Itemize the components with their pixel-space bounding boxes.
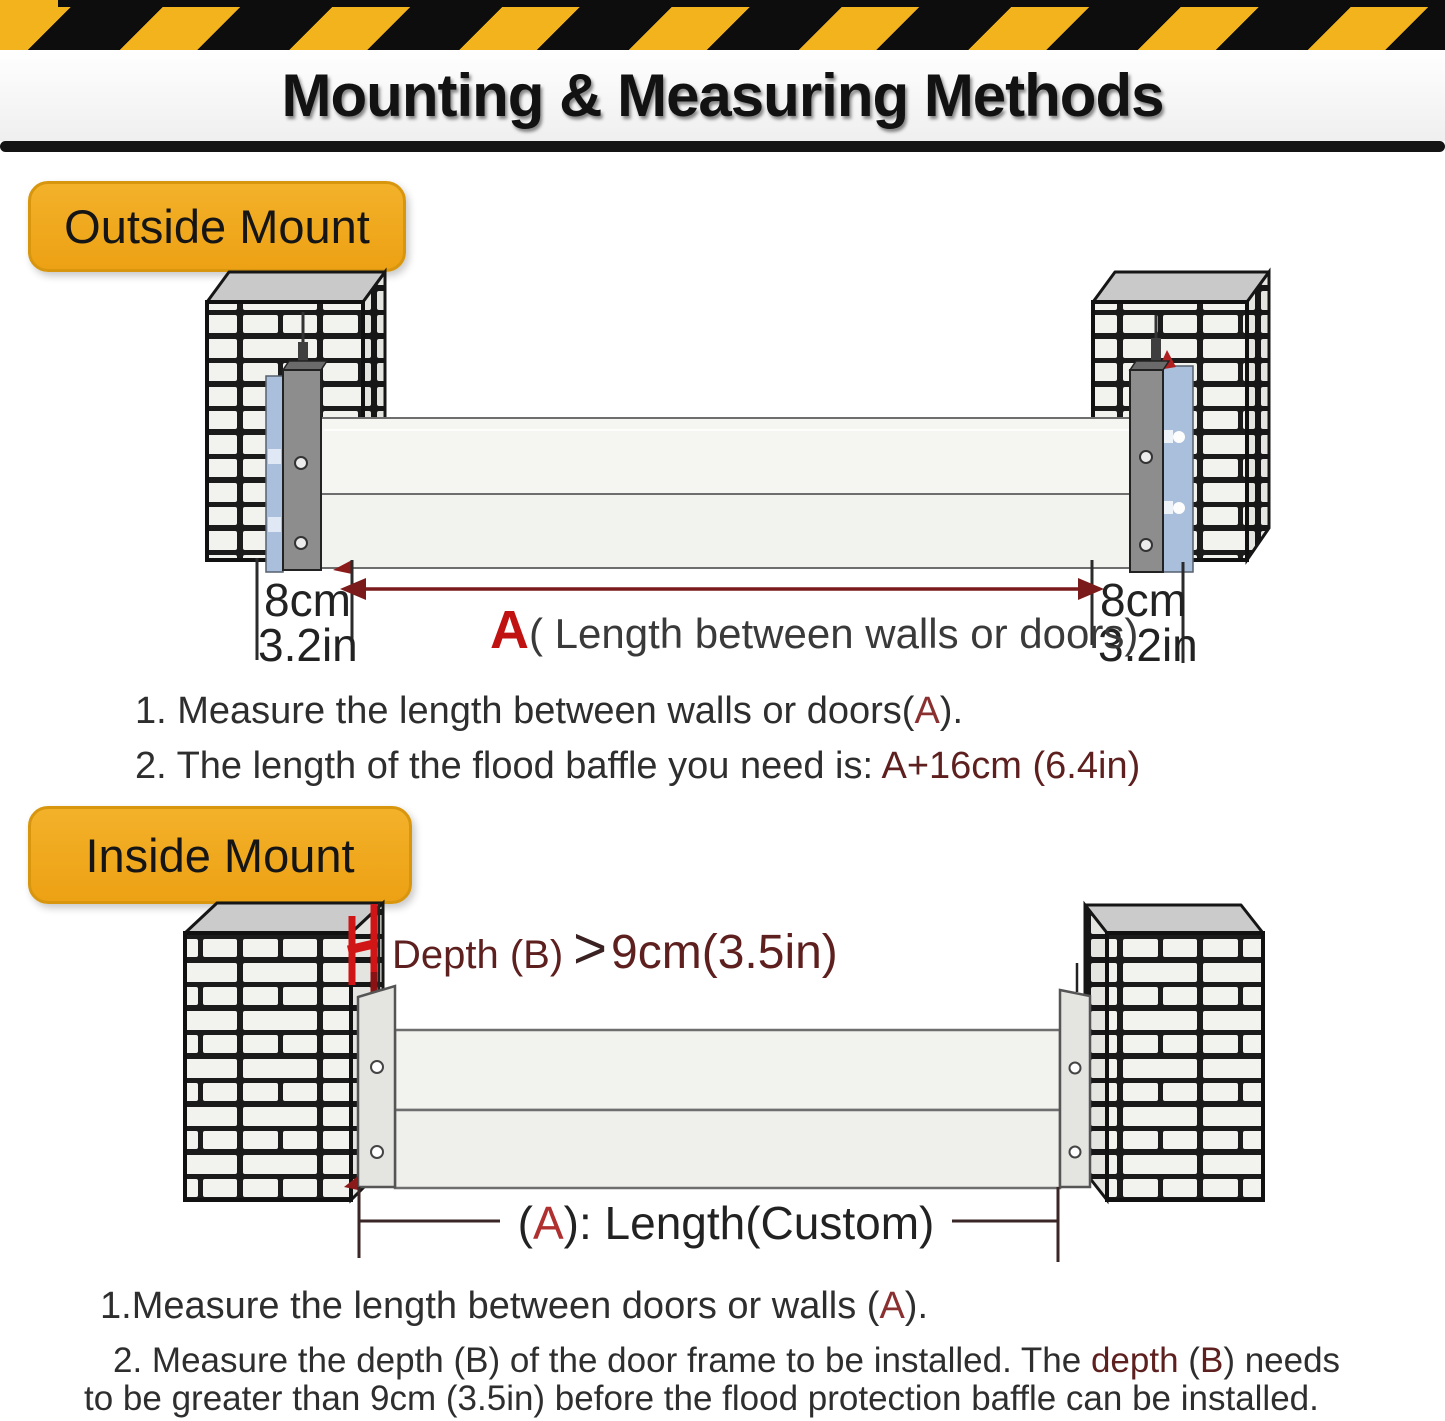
step-text: 1.Measure the length between doors or walls ( (100, 1285, 880, 1327)
step-text: ( (1178, 1341, 1200, 1380)
length-label-rest: ( Length between walls or doors) (529, 610, 1139, 657)
outside-step-2 (135, 745, 1140, 788)
inside-step-1 (100, 1285, 928, 1328)
inside-barrier-panels (395, 1030, 1060, 1188)
length-label-a: A (490, 600, 529, 660)
right-seal-strip (1163, 366, 1193, 572)
pillar-side-face (1247, 272, 1269, 560)
screw-hole (1140, 539, 1152, 551)
inside-mount-badge-label: Inside Mount (85, 828, 355, 882)
depth-label-text: Depth (B) (392, 933, 564, 977)
page-title: Mounting & Measuring Methods (281, 62, 1164, 129)
left-seal-strip (266, 376, 283, 572)
label-rest: ): Length(Custom) (563, 1197, 935, 1249)
step-var-b: B (1199, 1341, 1224, 1380)
step-text: 2. Measure the depth (B) of the door frame to be installed. The (113, 1341, 1091, 1380)
right-dim-in: 3.2in (1098, 619, 1198, 671)
outside-mount-badge-label: Outside Mount (64, 200, 370, 253)
depth-label (392, 916, 838, 981)
step-depth-word: depth (1090, 1341, 1179, 1380)
left-dim-in: 3.2in (258, 619, 358, 671)
bracket-top-face (1130, 361, 1169, 370)
seal-mark (1164, 501, 1173, 514)
inside-dimensions (359, 1187, 1058, 1262)
pillar-front-face (1107, 933, 1263, 1200)
screw-hole (295, 457, 307, 469)
label-open-paren: ( (517, 1197, 533, 1249)
pillar-front-face (185, 933, 351, 1200)
bracket-top-face (283, 361, 327, 370)
pillar-top-face (1085, 905, 1263, 933)
step-text: 1. Measure the length between walls or doors( (135, 690, 915, 732)
step-formula: A+16cm (6.4in) (881, 745, 1141, 787)
outside-dimensions (257, 558, 1198, 671)
step-text: ) needs (1223, 1341, 1341, 1380)
seal-mark (1173, 431, 1185, 443)
seal-mark (268, 517, 281, 532)
screw-hole (371, 1061, 383, 1073)
screw-hole (1140, 451, 1152, 463)
step-var-a: A (879, 1285, 905, 1327)
step-text: ). (939, 690, 964, 732)
barrier-panel-bottom (320, 494, 1134, 568)
seal-mark (268, 449, 281, 464)
screw-hole (1070, 1147, 1081, 1158)
barrier-panel-top (395, 1030, 1060, 1110)
outside-barrier-panels (320, 418, 1134, 568)
seal-mark (1173, 502, 1185, 514)
step-text: 2. The length of the flood baffle you need is: (135, 745, 882, 787)
pillar-top-face (207, 272, 385, 302)
custom-length-label (518, 1197, 935, 1249)
step-text: ). (904, 1285, 929, 1327)
length-label (490, 600, 1138, 660)
barrier-panel-bottom (395, 1110, 1060, 1188)
inside-right-channel (1060, 963, 1090, 1187)
outside-step-1 (135, 690, 1140, 733)
screw-hole (371, 1146, 383, 1158)
inside-right-pillar (1085, 905, 1263, 1200)
screw-hole (1070, 1063, 1081, 1074)
seal-mark (1164, 430, 1173, 443)
outside-mount-instructions (135, 690, 1140, 800)
inside-step-3 (84, 1379, 1319, 1419)
label-a: A (532, 1197, 564, 1249)
pillar-top-face (1093, 272, 1269, 302)
inside-mount-diagram (185, 903, 1263, 1262)
right-dim-cm: 8cm (1100, 574, 1187, 626)
step-var-a: A (914, 690, 940, 732)
outside-mount-diagram (207, 272, 1269, 671)
step-text: to be greater than 9cm (3.5in) before the flood protection baffle can be installed. (84, 1379, 1319, 1418)
screw-hole (295, 537, 307, 549)
left-dim-cm: 8cm (264, 574, 351, 626)
greater-than-sign: > (573, 916, 608, 981)
depth-value: 9cm(3.5in) (611, 926, 838, 979)
inside-step-2 (113, 1341, 1340, 1381)
